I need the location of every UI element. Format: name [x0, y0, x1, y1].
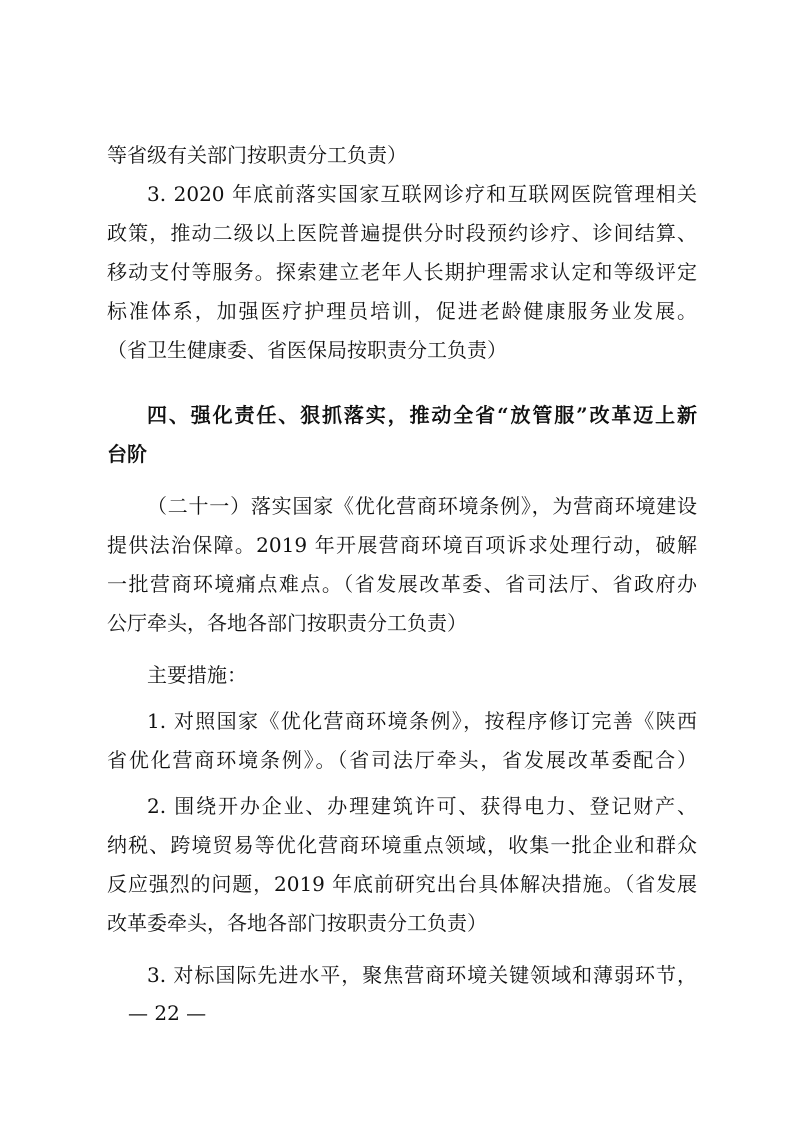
text-line: 改革委牵头，各地各部门按职责分工负责） [107, 911, 487, 935]
text-line: 反应强烈的问题，2019 年底前研究出台具体解决措施。（省发展 [107, 872, 697, 896]
text-line: 移动支付等服务。探索建立老年人长期护理需求认定和等级评定 [107, 260, 697, 284]
text-line: 省优化营商环境条例》。（省司法厅牵头，省发展改革委配合） [107, 748, 697, 772]
text-line: 1. 对照国家《优化营商环境条例》，按程序修订完善《陕西 [147, 709, 697, 733]
section-heading: 四、强化责任、狠抓落实，推动全省“放管服”改革迈上新 [147, 403, 697, 427]
text-line: （二十一）落实国家《优化营商环境条例》，为营商环境建设 [147, 494, 697, 518]
measures-heading: 主要措施： [147, 663, 247, 687]
page-number: — 22 — [128, 1001, 207, 1025]
section-heading-continued: 台阶 [107, 442, 147, 466]
text-line: 纳税、跨境贸易等优化营商环境重点领域，收集一批企业和群众 [107, 833, 697, 857]
text-line: 标准体系，加强医疗护理员培训，促进老龄健康服务业发展。 [107, 299, 697, 323]
text-line: （省卫生健康委、省医保局按职责分工负责） [107, 338, 507, 362]
text-line: 公厅牵头，各地各部门按职责分工负责） [107, 611, 467, 635]
text-line: 等省级有关部门按职责分工负责） [107, 143, 407, 167]
text-line: 提供法治保障。2019 年开展营商环境百项诉求处理行动，破解 [107, 533, 697, 557]
text-line: 3. 2020 年底前落实国家互联网诊疗和互联网医院管理相关 [147, 182, 697, 206]
text-line: 3. 对标国际先进水平，聚焦营商环境关键领域和薄弱环节， [147, 963, 697, 987]
text-line: 2. 围绕开办企业、办理建筑许可、获得电力、登记财产、 [147, 794, 697, 818]
text-line: 一批营商环境痛点难点。（省发展改革委、省司法厅、省政府办 [107, 572, 697, 596]
text-line: 政策，推动二级以上医院普遍提供分时段预约诊疗、诊间结算、 [107, 221, 697, 245]
